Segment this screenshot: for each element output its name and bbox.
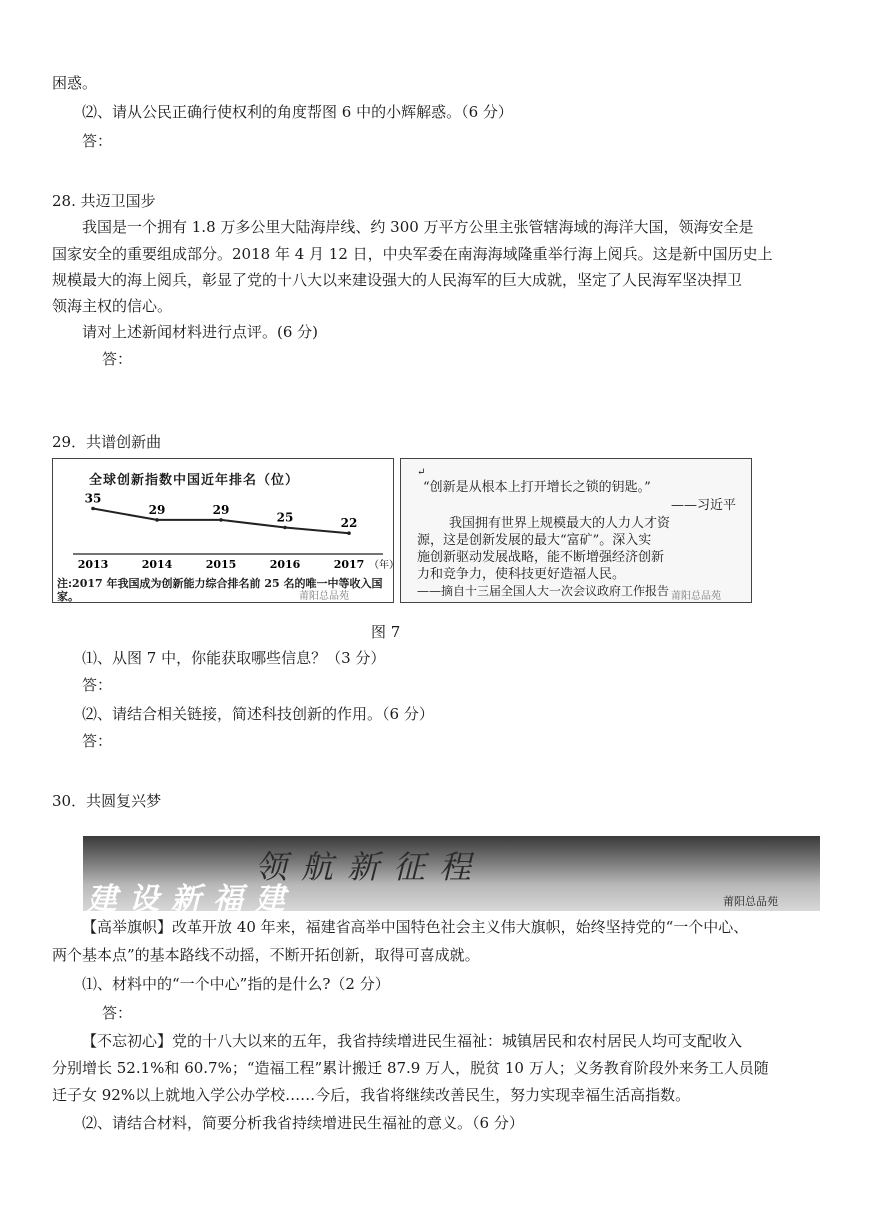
quote-line: 源，这是创新发展的最大“富矿”。深入实 [417, 533, 652, 548]
banner-watermark: 莆阳总品苑 [723, 895, 778, 908]
figure-caption: 图 7 [371, 623, 401, 641]
question-30-1: ⑴、材料中的“一个中心”指的是什么?（2 分） [82, 975, 390, 993]
data-point [155, 518, 159, 522]
quote-line: 我国拥有世界上规模最大的人力人才资 [449, 516, 671, 531]
data-label: 29 [212, 502, 230, 517]
chart-note: 注:2017 年我国成为创新能力综合排名前 25 名的唯一中等收入国家。 [57, 577, 383, 603]
question-30-2: ⑵、请结合材料，简要分析我省持续增进民生福祉的意义。（6 分） [82, 1114, 524, 1132]
text-line: 【不忘初心】党的十八大以来的五年，我省持续增进民生福祉：城镇居民和农村居民人均可支配收入 [82, 1032, 743, 1050]
return-mark: ↵ [417, 467, 426, 478]
text-line: 分别增长 52.1%和 60.7%；“造福工程”累计搬迁 87.9 万人，脱贫 10 万人；义务教育阶段外来务工人员随 [52, 1059, 769, 1077]
question-29-2: ⑵、请结合相关链接，简述科技创新的作用。（6 分） [82, 705, 434, 723]
text-line: 国家安全的重要组成部分。2018 年 4 月 12 日，中央军委在南海海域隆重举行海上阅兵。这是新中国历史上 [52, 245, 773, 263]
banner-image [83, 836, 820, 917]
banner-slogan-2: 建设新福建 [87, 882, 297, 917]
text-line: 困惑。 [52, 74, 98, 92]
x-tick-label: 2014 [141, 558, 173, 571]
data-label: 29 [148, 502, 166, 517]
x-unit-label: （年） [369, 560, 399, 571]
x-tick-label: 2017 [333, 558, 365, 571]
data-point [219, 518, 223, 522]
text-line: 【高举旗帜】改革开放 40 年来，福建省高举中国特色社会主义伟大旗帜，始终坚持党的“一个中心、 [82, 918, 749, 936]
text-line: 领海主权的信心。 [52, 297, 173, 315]
answer-label: 答： [82, 732, 113, 750]
quote-line: 施创新驱动发展战略，能不断增强经济创新 [417, 550, 665, 565]
link-quote-box [400, 458, 752, 603]
x-tick-label: 2015 [205, 558, 237, 571]
question-29-heading: 29．共谱创新曲 [52, 433, 162, 451]
x-tick-label: 2016 [269, 558, 301, 571]
x-tick-label: 2013 [77, 558, 109, 571]
data-label: 35 [84, 491, 102, 506]
data-label: 25 [276, 510, 294, 525]
question-30-heading: 30．共圆复兴梦 [52, 792, 162, 810]
chart-watermark: 莆阳总品苑 [299, 591, 349, 602]
answer-label: 答： [102, 1004, 133, 1022]
question-28-heading: 28. 共迈卫国步 [52, 192, 156, 210]
data-point [283, 526, 287, 530]
data-label: 22 [340, 516, 358, 531]
data-point [91, 507, 95, 511]
question-29-1: ⑴、从图 7 中，你能获取哪些信息？（3 分） [82, 649, 386, 667]
answer-label: 答： [82, 132, 113, 150]
data-point [347, 531, 351, 535]
text-line: 两个基本点”的基本路线不动摇，不断开拓创新，取得可喜成就。 [52, 946, 480, 964]
answer-label: 答： [102, 350, 133, 368]
question-28-prompt: 请对上述新闻材料进行点评。(6 分) [82, 323, 319, 341]
text-line: 规模最大的海上阅兵，彰显了党的十八大以来建设强大的人民海军的巨大成就，坚定了人民海军坚决捍卫 [52, 271, 743, 289]
quote-source: ——摘自十三届全国人大一次会议政府工作报告 [417, 584, 670, 598]
text-line: 我国是一个拥有 1.8 万多公里大陆海岸线、约 300 万平方公里主张管辖海域的海洋大国，领海安全是 [82, 218, 754, 236]
banner-slogan-1: 领航新征程 [255, 848, 486, 886]
quote-author: ——习近平 [671, 498, 737, 513]
quote-line: 力和竞争力，使科技更好造福人民。 [417, 567, 626, 582]
text-line: 迁子女 92%以上就地入学公办学校……今后，我省将继续改善民生，努力实现幸福生活高指数。 [52, 1086, 691, 1104]
ranking-chart [52, 458, 399, 603]
answer-label: 答： [82, 676, 113, 694]
quote-watermark: 莆阳总品苑 [671, 591, 721, 602]
question-27-2: ⑵、请从公民正确行使权利的角度帮图 6 中的小辉解惑。（6 分） [82, 103, 513, 121]
chart-title: 全球创新指数中国近年排名（位） [89, 473, 300, 488]
quote-line: “创新是从根本上打开增长之锁的钥匙。” [423, 480, 651, 495]
